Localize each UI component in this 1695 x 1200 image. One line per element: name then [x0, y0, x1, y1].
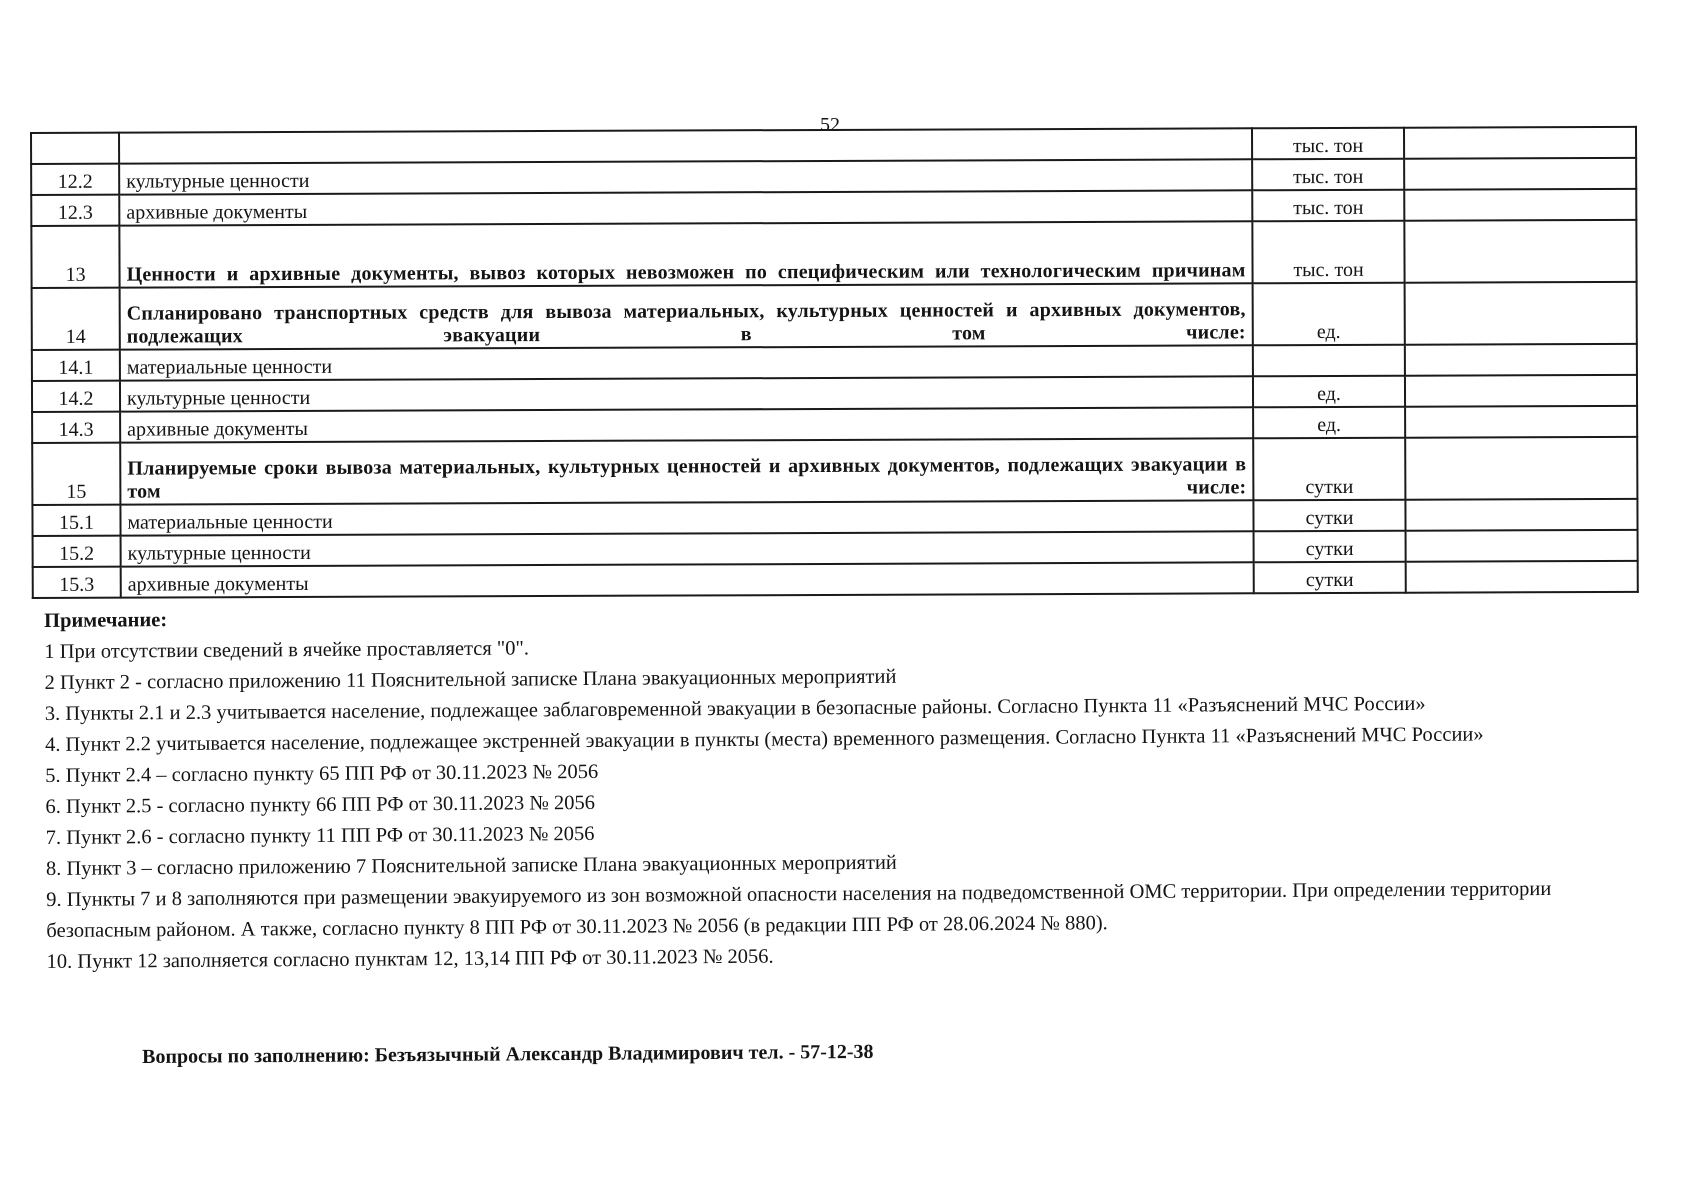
row-name: культурные ценности [119, 159, 1252, 194]
row-value-cell[interactable] [1405, 375, 1637, 407]
row-unit [1253, 345, 1405, 377]
row-number: 12.3 [31, 195, 119, 226]
row-unit: тыс. тон [1252, 159, 1404, 191]
row-value-cell[interactable] [1404, 127, 1636, 159]
note-item: 5. Пункт 2.4 – согласно пункту 65 ПП РФ от 30.11.2023 № 2056 [45, 760, 599, 787]
row-unit: сутки [1254, 562, 1406, 594]
row-number: 14 [32, 288, 120, 350]
row-value-cell[interactable] [1404, 158, 1636, 190]
row-number: 15.1 [32, 505, 120, 536]
row-name: культурные ценности [121, 531, 1254, 566]
note-item: 4. Пункт 2.2 учитывается население, подлежащее экстренней эвакуации в пункты (места) временного размещения. Согласно Пункта 11 «Разъяснений МЧС России» [44, 723, 1484, 756]
contact-info: Вопросы по заполнению: Безъязычный Александр Владимирович тел. - 57-12-38 [142, 1040, 874, 1068]
row-name: Планируемые сроки вывоза материальных, культурных ценностей и архивных документов, подлежащих эвакуации в том числе: [120, 438, 1253, 504]
note-item: 7. Пункт 2.6 - согласно пункту 11 ПП РФ от 30.11.2023 № 2056 [45, 822, 595, 849]
row-unit: тыс. тон [1252, 190, 1404, 222]
row-number: 15.2 [33, 536, 121, 567]
table-container [30, 126, 1637, 599]
table-row [32, 437, 1637, 505]
row-unit: сутки [1253, 500, 1405, 532]
row-unit: ед. [1253, 283, 1405, 346]
table-row [31, 220, 1636, 288]
row-value-cell[interactable] [1405, 499, 1637, 531]
row-value-cell[interactable] [1406, 561, 1638, 593]
row-name: архивные документы [119, 190, 1252, 225]
row-value-cell[interactable] [1405, 406, 1637, 438]
row-unit: ед. [1253, 407, 1405, 439]
note-item: 2 Пункт 2 - согласно приложению 11 Пояснительной записке Плана эвакуационных мероприятий [44, 665, 897, 694]
row-number: 14.1 [32, 350, 120, 381]
row-value-cell[interactable] [1404, 189, 1636, 221]
row-number: 14.2 [32, 381, 120, 412]
note-item: 9. Пункты 7 и 8 заполняются при размещении эвакуируемого из зон возможной опасности населения на подведомственной ОМС территории. При определении территории безопасным районом. А также, согласно пункту 8 ПП РФ от 30.11.2023 № 2056 (в редакции ПП РФ от 28.06.2024 № 880). [46, 877, 1552, 942]
table-body [31, 127, 1638, 598]
note-item: 1 При отсутствии сведений в ячейке проставляется "0". [44, 637, 530, 663]
row-name: архивные документы [121, 562, 1254, 597]
row-value-cell[interactable] [1405, 344, 1637, 376]
table-row [33, 561, 1638, 598]
data-table [30, 126, 1639, 599]
row-value-cell[interactable] [1405, 437, 1637, 500]
note-item: 3. Пункты 2.1 и 2.3 учитывается население, подлежащее заблаговременной эвакуации в безопасные районы. Согласно Пункта 11 «Разъяснений МЧС России» [44, 692, 1426, 725]
note-item: 6. Пункт 2.5 - согласно пункту 66 ПП РФ от 30.11.2023 № 2056 [45, 791, 596, 818]
row-number: 15 [32, 443, 120, 505]
row-number: 13 [31, 226, 119, 288]
row-name: материальные ценности [120, 345, 1253, 380]
row-unit: тыс. тон [1252, 221, 1404, 284]
row-name: архивные документы [120, 407, 1253, 442]
row-value-cell[interactable] [1405, 282, 1637, 345]
row-unit: ед. [1253, 376, 1405, 408]
note-item: 8. Пункт 3 – согласно приложению 7 Пояснительной записке Плана эвакуационных мероприятий [45, 851, 897, 880]
notes-heading: Примечание: [44, 609, 168, 632]
row-name: материальные ценности [120, 500, 1253, 535]
note-item: 10. Пункт 12 заполняется согласно пунктам 12, 13,14 ПП РФ от 30.11.2023 № 2056. [46, 945, 774, 973]
row-value-cell[interactable] [1404, 220, 1636, 283]
page-number: 52 [820, 114, 840, 136]
row-name [119, 128, 1252, 163]
table-row [32, 282, 1637, 350]
row-unit: сутки [1253, 438, 1405, 501]
row-number: 15.3 [33, 567, 121, 598]
row-unit: сутки [1254, 531, 1406, 563]
row-name: Спланировано транспортных средств для вывоза материальных, культурных ценностей и архивных документов, подлежащих эвакуации в том числе: [120, 283, 1253, 349]
notes-section [44, 594, 1617, 977]
row-name: культурные ценности [120, 376, 1253, 411]
row-number [31, 133, 119, 164]
row-unit: тыс. тон [1252, 128, 1404, 160]
row-number: 12.2 [31, 164, 119, 195]
row-name: Ценности и архивные документы, вывоз которых невозможен по специфическим или технологическим причинам [119, 221, 1252, 287]
row-value-cell[interactable] [1406, 530, 1638, 562]
row-number: 14.3 [32, 412, 120, 443]
